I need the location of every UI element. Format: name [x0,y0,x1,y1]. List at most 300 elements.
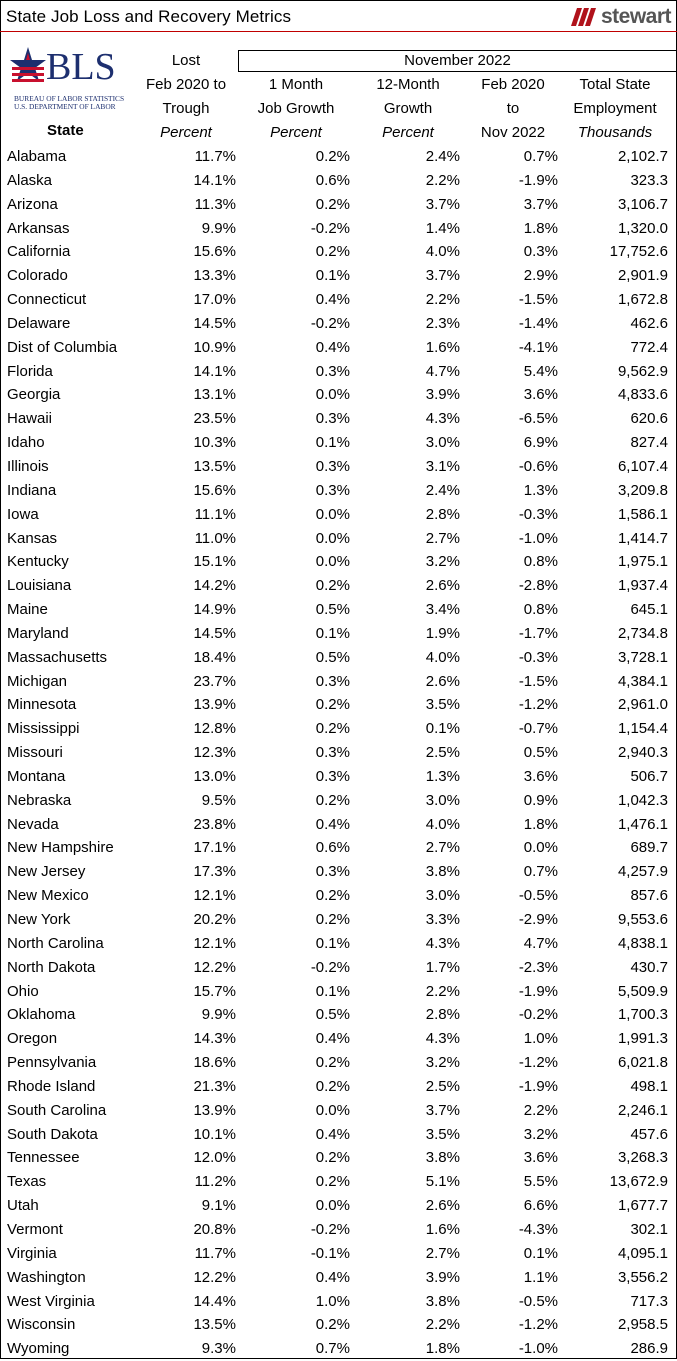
table-row [0,717,677,741]
stewart-wordmark: stewart [600,5,671,28]
lost-to-trough-cell: 13.5% [193,1316,236,1334]
lost-to-trough-cell: 17.1% [193,839,236,857]
lost-to-trough-cell: 11.7% [194,1244,236,1262]
total-employment-cell: 1,677.7 [617,1197,668,1215]
header-state: State [47,122,84,139]
lost-to-trough-cell: 17.3% [193,863,236,881]
twelve-month-growth-cell: 2.7% [425,1244,460,1262]
lost-to-trough-cell: 13.9% [193,696,236,714]
one-month-growth-cell: 0.3% [315,410,350,428]
table-row [0,1003,677,1027]
feb2020-to-nov2022-cell: 3.6% [523,1149,558,1167]
feb2020-to-nov2022-cell: -1.7% [518,624,558,642]
state-name-cell: Massachusetts [7,648,108,666]
lost-to-trough-cell: 11.3% [194,195,236,213]
table-row [0,1099,677,1123]
one-month-growth-cell: 0.2% [315,577,350,595]
total-employment-cell: 5,509.9 [617,982,668,1000]
lost-to-trough-cell: 9.1% [201,1197,236,1215]
table-row [0,574,677,598]
state-name-cell: Oklahoma [7,1006,76,1024]
table-row [0,503,677,527]
twelve-month-growth-cell: 2.6% [425,577,460,595]
one-month-growth-cell: 0.3% [315,744,350,762]
header-lost-line1: Lost [171,52,201,69]
twelve-month-growth-cell: 3.8% [425,1292,460,1310]
twelve-month-growth-cell: 4.3% [425,934,460,952]
header-1month-line1: 1 Month [268,76,324,93]
title-bar [0,0,677,32]
twelve-month-growth-cell: 2.5% [425,1077,460,1095]
table-row [0,1194,677,1218]
state-name-cell: Missouri [7,744,63,762]
state-name-cell: Montana [7,767,66,785]
state-name-cell: Kentucky [7,553,69,571]
table-row [0,884,677,908]
one-month-growth-cell: 0.2% [315,1077,350,1095]
table-row [0,527,677,551]
lost-to-trough-cell: 15.1% [193,553,236,571]
header-employment-line1: Total State [579,76,651,93]
feb2020-to-nov2022-cell: 2.2% [523,1101,558,1119]
feb2020-to-nov2022-cell: 0.5% [523,744,558,762]
total-employment-cell: 4,833.6 [617,386,668,404]
state-name-cell: Maine [7,601,48,619]
table-row [0,908,677,932]
lost-to-trough-cell: 13.1% [193,386,236,404]
twelve-month-growth-cell: 2.6% [425,1197,460,1215]
lost-to-trough-cell: 20.8% [193,1220,236,1238]
one-month-growth-cell: 0.2% [315,887,350,905]
table-row [0,741,677,765]
state-name-cell: Utah [7,1197,39,1215]
one-month-growth-cell: 0.3% [315,457,350,475]
table-row [0,598,677,622]
one-month-growth-cell: 0.5% [315,648,350,666]
total-employment-cell: 457.6 [630,1125,668,1143]
state-name-cell: Iowa [7,505,39,523]
bls-subtitle-department: U.S. DEPARTMENT OF LABOR [14,102,116,111]
total-employment-cell: 1,700.3 [617,1006,668,1024]
state-name-cell: South Carolina [7,1101,107,1119]
total-employment-cell: 4,095.1 [617,1244,668,1262]
feb2020-to-nov2022-cell: -0.2% [518,1006,558,1024]
feb2020-to-nov2022-cell: -4.3% [518,1220,558,1238]
one-month-growth-cell: 0.3% [315,863,350,881]
feb2020-to-nov2022-cell: -2.8% [518,577,558,595]
one-month-growth-cell: 0.1% [315,624,350,642]
lost-to-trough-cell: 14.1% [193,171,236,189]
twelve-month-growth-cell: 1.9% [425,624,460,642]
table-row [0,1313,677,1337]
state-name-cell: North Dakota [7,958,96,976]
feb2020-to-nov2022-cell: 0.1% [523,1244,558,1262]
state-name-cell: New Jersey [7,863,86,881]
feb2020-to-nov2022-cell: 3.2% [523,1125,558,1143]
twelve-month-growth-cell: 2.3% [425,314,460,332]
table-row [0,1146,677,1170]
table-row [0,383,677,407]
state-name-cell: Vermont [7,1220,63,1238]
state-name-cell: Delaware [7,314,71,332]
one-month-growth-cell: 0.0% [315,505,350,523]
one-month-growth-cell: 0.2% [315,911,350,928]
total-employment-cell: 498.1 [630,1077,668,1095]
state-name-cell: Kansas [7,529,58,547]
feb2020-to-nov2022-cell: -1.9% [518,171,558,189]
table-row [0,765,677,789]
lost-to-trough-cell: 14.4% [193,1292,236,1310]
table-row [0,264,677,288]
total-employment-cell: 2,958.5 [617,1316,668,1334]
one-month-growth-cell: -0.2% [310,1220,350,1238]
table-row [0,646,677,670]
lost-to-trough-cell: 23.8% [193,815,236,833]
state-name-cell: Dist of Columbia [7,338,118,356]
total-employment-cell: 827.4 [630,434,668,452]
header-employment-unit: Thousands [577,124,653,141]
twelve-month-growth-cell: 4.0% [425,243,460,261]
feb2020-to-nov2022-cell: -0.7% [518,720,558,738]
one-month-growth-cell: 0.1% [315,934,350,952]
state-name-cell: Florida [7,362,53,380]
state-name-cell: West Virginia [7,1292,95,1310]
twelve-month-growth-cell: 4.7% [425,362,460,380]
twelve-month-growth-cell: 2.2% [425,291,460,309]
twelve-month-growth-cell: 3.2% [425,553,460,571]
total-employment-cell: 323.3 [630,171,668,189]
state-name-cell: Louisiana [7,577,72,595]
lost-to-trough-cell: 15.7% [193,982,236,1000]
lost-to-trough-cell: 12.1% [193,887,236,905]
header-1month-unit: Percent [270,124,322,141]
twelve-month-growth-cell: 3.2% [425,1054,460,1072]
total-employment-cell: 1,042.3 [617,791,668,809]
one-month-growth-cell: 0.4% [315,1125,350,1143]
table-row [0,169,677,193]
one-month-growth-cell: -0.1% [310,1244,350,1262]
table-row [0,240,677,264]
stewart-slash-icon [571,8,599,26]
one-month-growth-cell: 0.1% [315,982,350,1000]
one-month-growth-cell: 0.4% [315,1268,350,1286]
state-name-cell: Illinois [7,457,49,475]
table-row [0,693,677,717]
total-employment-cell: 3,556.2 [617,1268,668,1286]
lost-to-trough-cell: 17.0% [193,291,236,309]
total-employment-cell: 1,154.4 [617,720,668,738]
twelve-month-growth-cell: 1.3% [425,767,460,785]
table-row [0,455,677,479]
twelve-month-growth-cell: 2.7% [425,529,460,547]
total-employment-cell: 9,553.6 [617,911,668,928]
state-name-cell: Ohio [7,982,39,1000]
lost-to-trough-cell: 15.6% [193,481,236,499]
feb2020-to-nov2022-cell: 0.7% [523,148,558,165]
state-name-cell: New Mexico [7,887,89,905]
state-name-cell: Georgia [7,386,61,404]
feb2020-to-nov2022-cell: -6.5% [518,410,558,428]
lost-to-trough-cell: 14.5% [193,314,236,332]
state-name-cell: Idaho [7,434,45,452]
one-month-growth-cell: 0.2% [315,696,350,714]
lost-to-trough-cell: 11.1% [194,505,236,523]
lost-to-trough-cell: 13.5% [193,457,236,475]
header-12month-unit: Percent [382,124,434,141]
table-row [0,1242,677,1266]
total-employment-cell: 1,991.3 [617,1030,668,1048]
table-row [0,789,677,813]
twelve-month-growth-cell: 3.9% [425,386,460,404]
total-employment-cell: 13,672.9 [609,1173,668,1191]
bls-wordmark: BLS [46,46,116,88]
state-name-cell: Alaska [7,171,53,189]
feb2020-to-nov2022-cell: 2.9% [523,267,558,285]
twelve-month-growth-cell: 1.7% [425,958,460,976]
one-month-growth-cell: 0.0% [315,1197,350,1215]
one-month-growth-cell: 0.2% [315,1149,350,1167]
lost-to-trough-cell: 14.5% [193,624,236,642]
table-row [0,813,677,837]
one-month-growth-cell: 0.2% [315,791,350,809]
one-month-growth-cell: 0.0% [315,386,350,404]
one-month-growth-cell: 0.3% [315,767,350,785]
twelve-month-growth-cell: 3.0% [425,791,460,809]
state-name-cell: North Carolina [7,934,104,952]
feb2020-to-nov2022-cell: -1.2% [518,1316,558,1334]
total-employment-cell: 302.1 [630,1220,668,1238]
table-row [0,360,677,384]
lost-to-trough-cell: 18.4% [193,648,236,666]
state-name-cell: Wisconsin [7,1316,76,1334]
feb2020-to-nov2022-cell: 1.1% [523,1268,558,1286]
lost-to-trough-cell: 12.2% [193,958,236,976]
one-month-growth-cell: 0.2% [315,720,350,738]
header-feb-line3: Nov 2022 [480,124,546,141]
feb2020-to-nov2022-cell: -0.5% [518,1292,558,1310]
one-month-growth-cell: 0.1% [315,267,350,285]
twelve-month-growth-cell: 3.4% [425,601,460,619]
table-row [0,1218,677,1242]
one-month-growth-cell: 0.2% [315,243,350,261]
table-row [0,431,677,455]
one-month-growth-cell: 0.3% [315,672,350,690]
table-row [0,956,677,980]
table-row [0,622,677,646]
feb2020-to-nov2022-cell: -0.5% [518,887,558,905]
state-name-cell: Hawaii [7,410,53,428]
lost-to-trough-cell: 14.2% [193,577,236,595]
twelve-month-growth-cell: 3.0% [425,887,460,905]
table-row [0,193,677,217]
feb2020-to-nov2022-cell: -1.0% [518,1340,558,1358]
state-name-cell: Rhode Island [7,1077,96,1095]
one-month-growth-cell: 0.7% [315,1340,350,1358]
state-name-cell: Minnesota [7,696,77,714]
feb2020-to-nov2022-cell: -1.0% [518,529,558,547]
lost-to-trough-cell: 14.1% [193,362,236,380]
total-employment-cell: 1,586.1 [617,505,668,523]
lost-to-trough-cell: 21.3% [193,1077,236,1095]
table-row [0,1123,677,1147]
state-name-cell: Texas [7,1173,47,1191]
twelve-month-growth-cell: 2.2% [425,982,460,1000]
feb2020-to-nov2022-cell: 4.7% [523,934,558,952]
table-row [0,1051,677,1075]
feb2020-to-nov2022-cell: -1.5% [518,672,558,690]
state-name-cell: New York [7,911,71,928]
total-employment-cell: 689.7 [630,839,668,857]
state-name-cell: Maryland [7,624,69,642]
total-employment-cell: 2,102.7 [617,148,668,165]
total-employment-cell: 1,476.1 [617,815,668,833]
twelve-month-growth-cell: 5.1% [425,1173,460,1191]
total-employment-cell: 1,937.4 [617,577,668,595]
lost-to-trough-cell: 14.3% [193,1030,236,1048]
lost-to-trough-cell: 9.9% [201,219,236,237]
table-row [0,980,677,1004]
total-employment-cell: 1,672.8 [617,291,668,309]
feb2020-to-nov2022-cell: -1.9% [518,982,558,1000]
lost-to-trough-cell: 10.1% [193,1125,236,1143]
lost-to-trough-cell: 13.0% [193,767,236,785]
twelve-month-growth-cell: 3.9% [425,1268,460,1286]
lost-to-trough-cell: 9.5% [201,791,236,809]
one-month-growth-cell: 0.2% [315,148,350,165]
one-month-growth-cell: 0.2% [315,195,350,213]
state-name-cell: South Dakota [7,1125,98,1143]
state-name-cell: Washington [7,1268,86,1286]
table-row [0,860,677,884]
feb2020-to-nov2022-cell: 5.5% [523,1173,558,1191]
total-employment-cell: 2,940.3 [617,744,668,762]
table-row [0,336,677,360]
header-1month-line2: Job Growth [257,100,335,117]
one-month-growth-cell: 0.6% [315,171,350,189]
one-month-growth-cell: 0.4% [315,1030,350,1048]
total-employment-cell: 4,257.9 [617,863,668,881]
twelve-month-growth-cell: 3.7% [425,267,460,285]
feb2020-to-nov2022-cell: -2.9% [518,911,558,928]
lost-to-trough-cell: 11.2% [194,1173,236,1191]
lost-to-trough-cell: 18.6% [193,1054,236,1072]
table-row [0,550,677,574]
total-employment-cell: 717.3 [630,1292,668,1310]
total-employment-cell: 3,728.1 [617,648,668,666]
feb2020-to-nov2022-cell: 1.3% [523,481,558,499]
total-employment-cell: 3,106.7 [617,195,668,213]
state-name-cell: Nebraska [7,791,72,809]
twelve-month-growth-cell: 4.3% [425,410,460,428]
lost-to-trough-cell: 12.8% [193,720,236,738]
feb2020-to-nov2022-cell: -1.5% [518,291,558,309]
twelve-month-growth-cell: 1.4% [425,219,460,237]
bls-star-icon [8,45,48,89]
lost-to-trough-cell: 12.3% [193,744,236,762]
total-employment-cell: 286.9 [630,1340,668,1358]
one-month-growth-cell: 0.5% [315,1006,350,1024]
table-row [0,1075,677,1099]
feb2020-to-nov2022-cell: 6.9% [523,434,558,452]
state-name-cell: New Hampshire [7,839,114,857]
one-month-growth-cell: -0.2% [310,958,350,976]
table-row [0,1170,677,1194]
total-employment-cell: 2,734.8 [617,624,668,642]
twelve-month-growth-cell: 1.6% [425,1220,460,1238]
one-month-growth-cell: 0.2% [315,1054,350,1072]
table-row [0,1290,677,1314]
header-lost-unit: Percent [160,124,212,141]
total-employment-cell: 9,562.9 [617,362,668,380]
state-name-cell: Oregon [7,1030,58,1048]
feb2020-to-nov2022-cell: -0.3% [518,505,558,523]
one-month-growth-cell: 0.4% [315,291,350,309]
twelve-month-growth-cell: 3.8% [425,863,460,881]
state-name-cell: Michigan [7,672,68,690]
twelve-month-growth-cell: 4.0% [425,815,460,833]
twelve-month-growth-cell: 3.8% [425,1149,460,1167]
one-month-growth-cell: 0.3% [315,481,350,499]
twelve-month-growth-cell: 2.4% [425,481,460,499]
total-employment-cell: 1,975.1 [617,553,668,571]
total-employment-cell: 462.6 [630,314,668,332]
header-12month-line2: Growth [383,100,433,117]
lost-to-trough-cell: 10.3% [193,434,236,452]
total-employment-cell: 2,961.0 [617,696,668,714]
one-month-growth-cell: -0.2% [310,314,350,332]
twelve-month-growth-cell: 3.1% [425,457,460,475]
twelve-month-growth-cell: 2.2% [425,1316,460,1334]
data-table [0,145,677,1361]
total-employment-cell: 3,268.3 [617,1149,668,1167]
lost-to-trough-cell: 11.0% [194,529,236,547]
lost-to-trough-cell: 9.3% [201,1340,236,1358]
one-month-growth-cell: 0.2% [315,1316,350,1334]
twelve-month-growth-cell: 2.8% [425,1006,460,1024]
table-row [0,288,677,312]
twelve-month-growth-cell: 2.8% [425,505,460,523]
twelve-month-growth-cell: 4.3% [425,1030,460,1048]
twelve-month-growth-cell: 1.6% [425,338,460,356]
feb2020-to-nov2022-cell: 1.0% [523,1030,558,1048]
total-employment-cell: 1,414.7 [617,529,668,547]
state-name-cell: California [7,243,71,261]
lost-to-trough-cell: 13.9% [193,1101,236,1119]
total-employment-cell: 772.4 [630,338,668,356]
table-row [0,1027,677,1051]
page-title: State Job Loss and Recovery Metrics [6,7,292,26]
feb2020-to-nov2022-cell: 3.6% [523,386,558,404]
total-employment-cell: 506.7 [630,767,668,785]
lost-to-trough-cell: 23.7% [193,672,236,690]
feb2020-to-nov2022-cell: 0.3% [523,243,558,261]
table-row [0,479,677,503]
feb2020-to-nov2022-cell: 5.4% [523,362,558,380]
bls-subtitle-bureau: BUREAU OF LABOR STATISTICS [14,94,125,103]
lost-to-trough-cell: 10.9% [193,338,236,356]
twelve-month-growth-cell: 2.4% [425,148,460,165]
twelve-month-growth-cell: 2.7% [425,839,460,857]
feb2020-to-nov2022-cell: 3.7% [523,195,558,213]
twelve-month-growth-cell: 1.8% [425,1340,460,1358]
total-employment-cell: 430.7 [630,958,668,976]
one-month-growth-cell: -0.2% [310,219,350,237]
period-header-box: November 2022 [238,50,677,72]
twelve-month-growth-cell: 3.5% [425,1125,460,1143]
twelve-month-growth-cell: 3.7% [425,1101,460,1119]
state-name-cell: Arkansas [7,219,70,237]
lost-to-trough-cell: 14.9% [193,601,236,619]
